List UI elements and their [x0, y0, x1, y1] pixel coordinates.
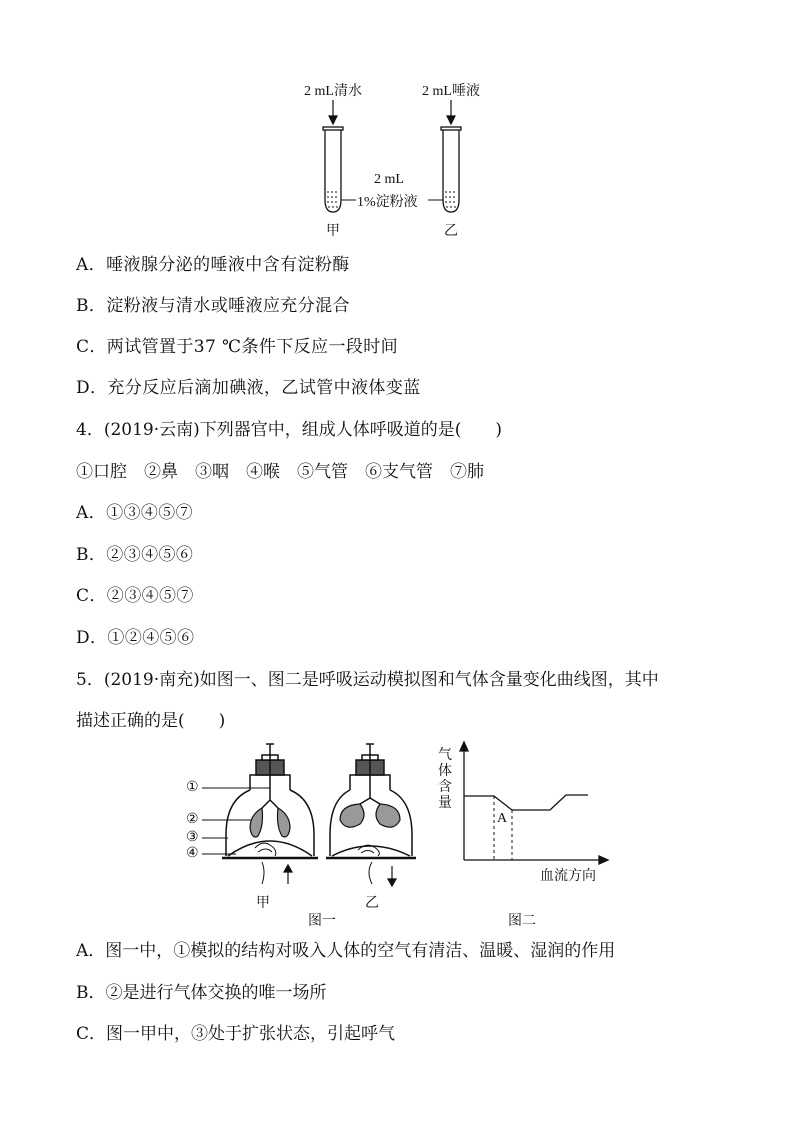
point-a-label: A	[497, 811, 508, 826]
starch-solution-label: 1%淀粉液	[357, 195, 418, 210]
q3-option-b: B．淀粉液与清水或唾液应充分混合	[76, 296, 350, 316]
tube-right-label: 乙	[444, 224, 458, 239]
bell-left-label: 甲	[256, 896, 270, 911]
q3-option-c: C．两试管置于37 ℃条件下反应一段时间	[76, 337, 399, 357]
q5-stem-line1: 5．(2019·南充)如图一、图二是呼吸运动模拟图和气体含量变化曲线图，其中	[76, 670, 659, 690]
q3-option-a: A．唾液腺分泌的唾液中含有淀粉酶	[76, 255, 350, 275]
tube-right-top-label: 2 mL唾液	[422, 84, 480, 99]
q5-option-b: B．②是进行气体交换的唯一场所	[76, 983, 327, 1003]
marker-4: ④	[186, 846, 199, 861]
q4-option-d: D．①②④⑤⑥	[76, 628, 195, 648]
starch-volume-label: 2 mL	[374, 172, 404, 187]
x-axis-label: 血流方向	[540, 869, 596, 884]
marker-2: ②	[186, 812, 199, 827]
y-axis-label-1: 气	[438, 748, 452, 763]
marker-1: ①	[186, 780, 199, 795]
q5-option-c: C．图一甲中，③处于扩张状态，引起呼气	[76, 1024, 396, 1044]
y-axis-label-4: 量	[438, 796, 452, 811]
y-axis-label-3: 含	[438, 780, 452, 795]
figure-caption-2: 图二	[508, 914, 536, 929]
marker-3: ③	[186, 830, 199, 845]
q4-option-c: C．②③④⑤⑦	[76, 586, 194, 606]
q4-option-b: B．②③④⑤⑥	[76, 545, 194, 565]
tube-left-top-label: 2 mL清水	[304, 84, 362, 99]
q4-option-a: A．①③④⑤⑦	[76, 503, 194, 523]
q5-option-a: A．图一中，①模拟的结构对吸入人体的空气有清洁、温暖、湿润的作用	[76, 941, 616, 961]
bell-right-label: 乙	[365, 896, 379, 911]
q3-option-d: D．充分反应后滴加碘液，乙试管中液体变蓝	[76, 378, 421, 398]
q4-stem: 4．(2019·云南)下列器官中，组成人体呼吸道的是( )	[76, 420, 503, 440]
q4-items: ①口腔 ②鼻 ③咽 ④喉 ⑤气管 ⑥支气管 ⑦肺	[76, 462, 484, 482]
y-axis-label-2: 体	[438, 764, 452, 779]
figure-caption-1: 图一	[308, 914, 336, 929]
tube-left-label: 甲	[326, 224, 340, 239]
q5-stem-line2: 描述正确的是( )	[76, 711, 226, 731]
